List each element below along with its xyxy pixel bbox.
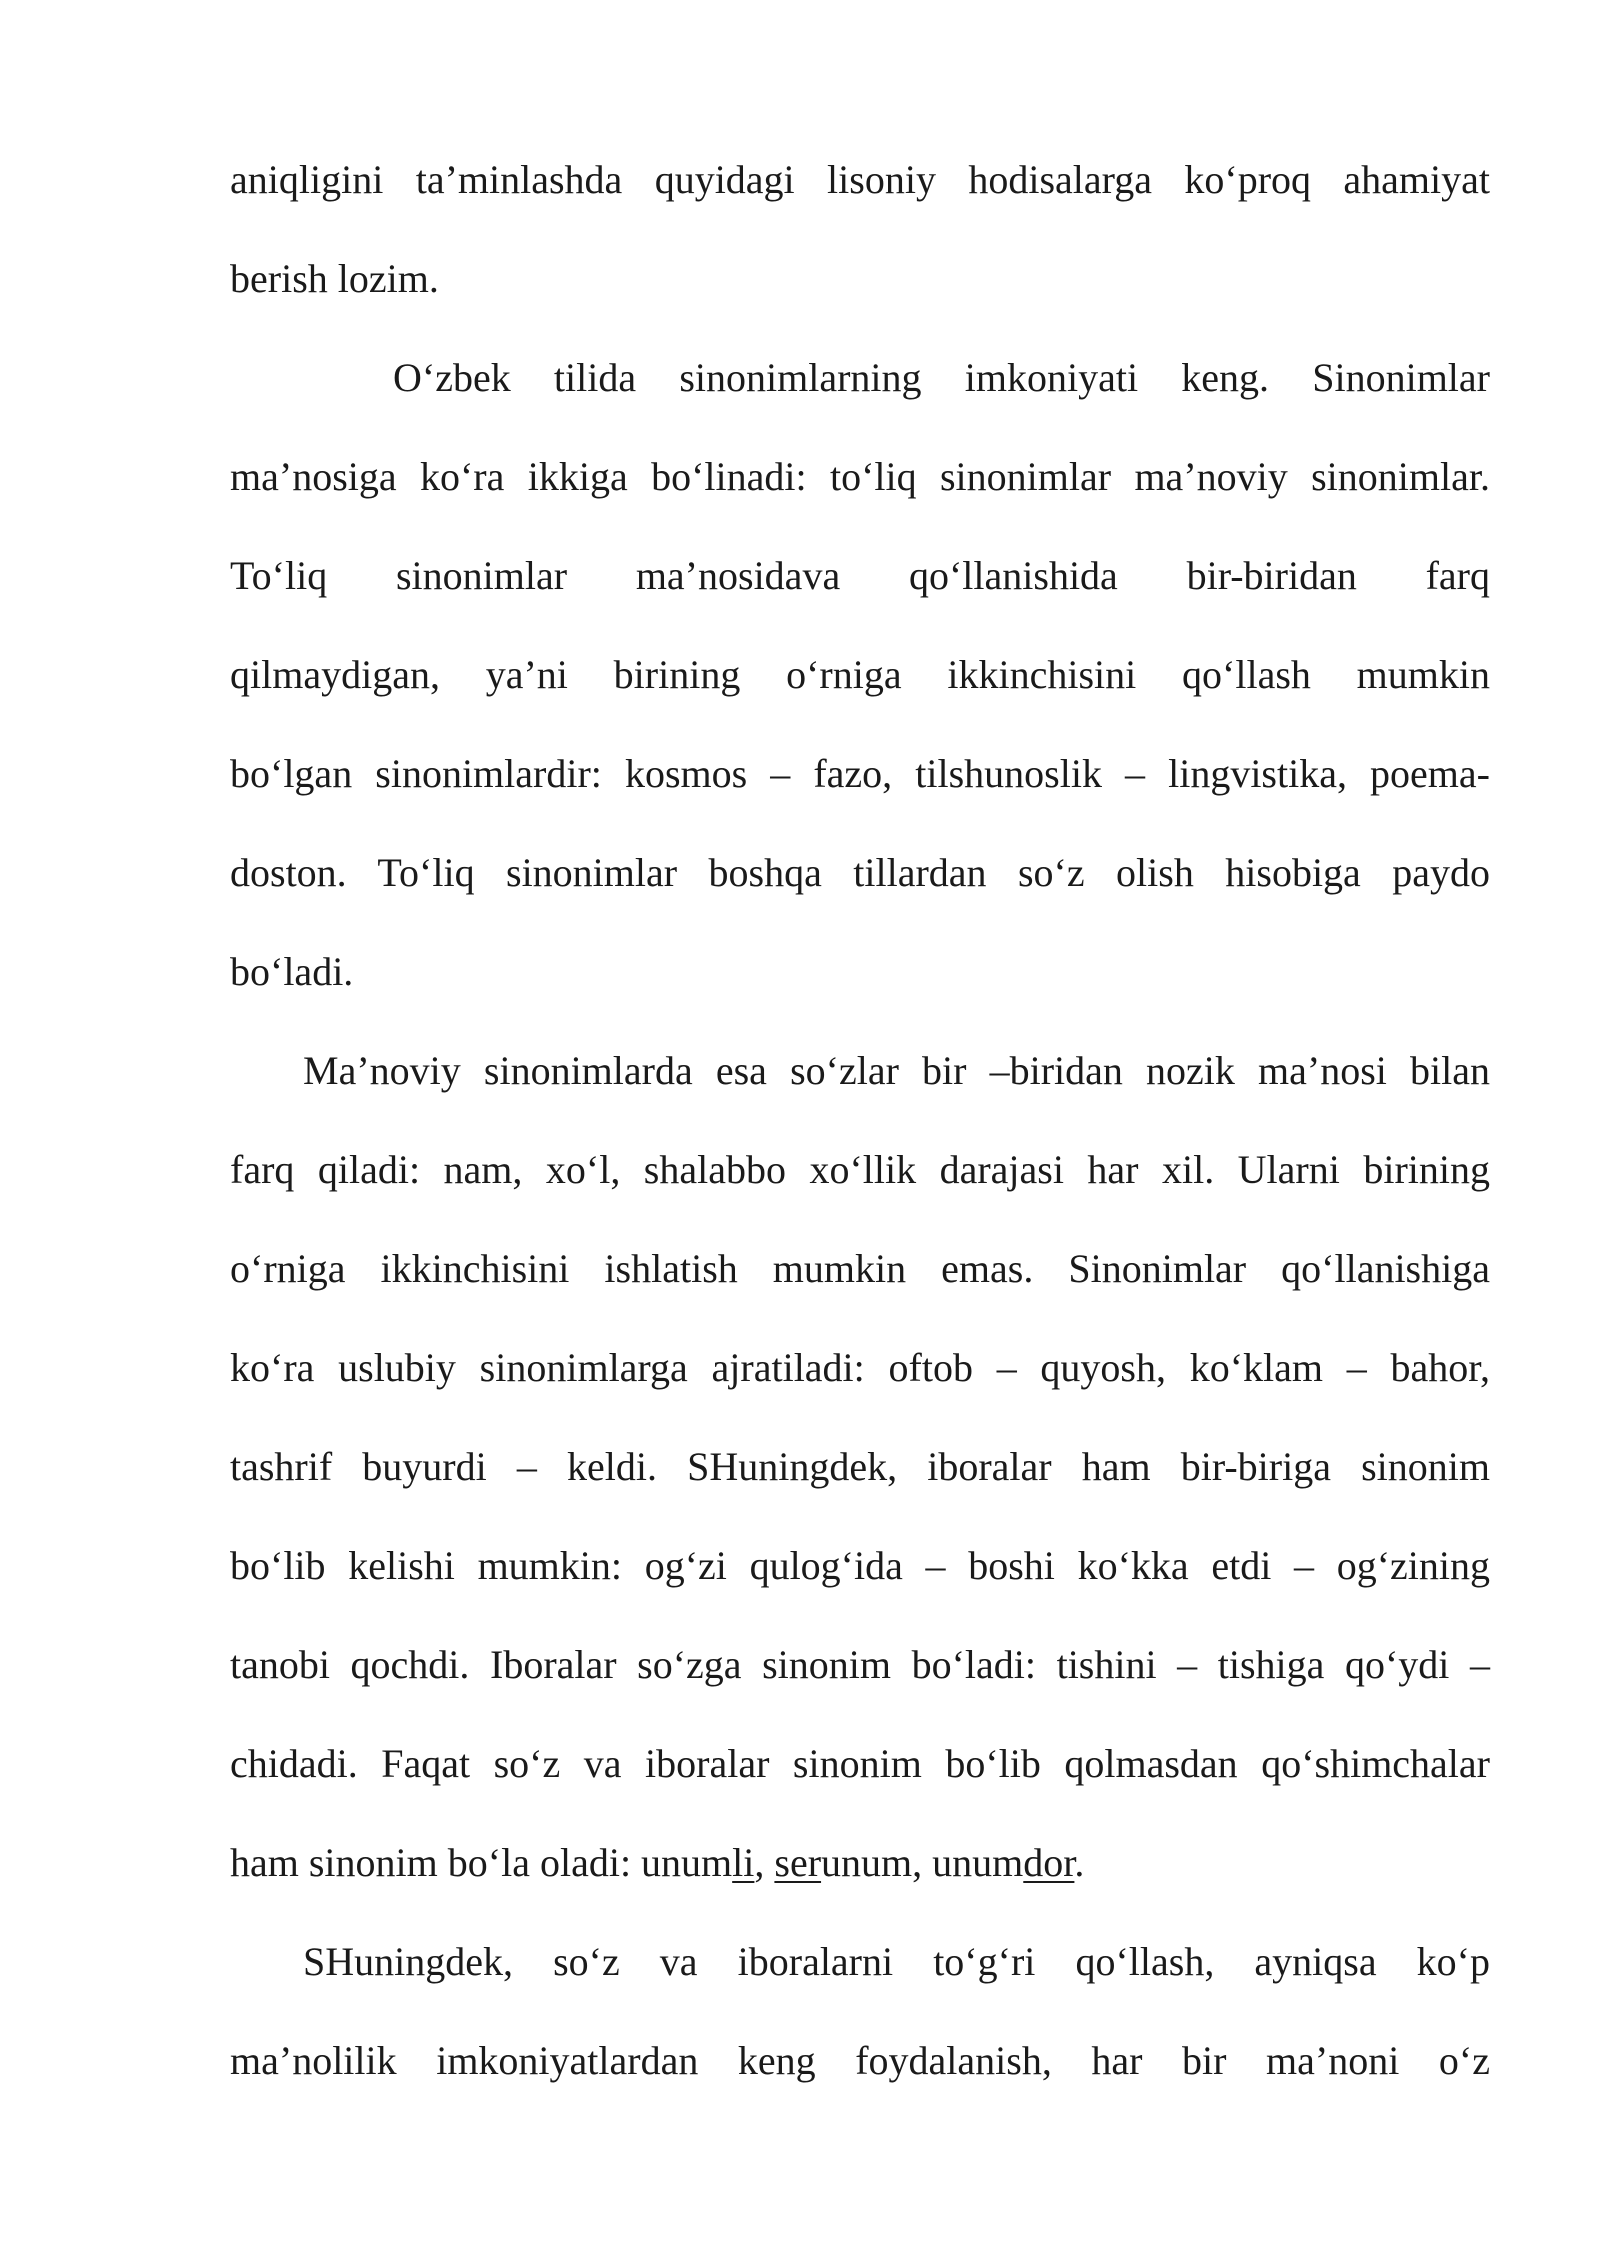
text-line: O‘zbek tilida sinonimlarning imkoniyati keng. Sinonimlar bbox=[393, 355, 1490, 400]
underlined-prefix: ser bbox=[774, 1840, 822, 1885]
body-text bbox=[230, 150, 1490, 2130]
text-line: bo‘lib kelishi mumkin: og‘zi qulog‘ida – boshi ko‘kka etdi – og‘zining bbox=[230, 1543, 1490, 1588]
text-line: To‘liq sinonimlar ma’nosidava qo‘llanishida bir-biridan farq bbox=[230, 553, 1490, 598]
text-line: ma’nosiga ko‘ra ikkiga bo‘linadi: to‘liq sinonimlar ma’noviy sinonimlar. bbox=[230, 454, 1490, 499]
text-line: doston. To‘liq sinonimlar boshqa tillardan so‘z olish hisobiga paydo bbox=[230, 850, 1490, 895]
text-line: ma’nolilik imkoniyatlardan keng foydalanish, har bir ma’noni o‘z bbox=[230, 2038, 1490, 2083]
text-line: chidadi. Faqat so‘z va iboralar sinonim bo‘lib qolmasdan qo‘shimchalar bbox=[230, 1741, 1490, 1786]
text-line: berish lozim. bbox=[230, 256, 439, 301]
text-line: qilmaydigan, ya’ni birining o‘rniga ikkinchisini qo‘llash mumkin bbox=[230, 652, 1490, 697]
text-line bbox=[230, 1833, 1490, 1932]
text-line: o‘rniga ikkinchisini ishlatish mumkin emas. Sinonimlar qo‘llanishiga bbox=[230, 1246, 1490, 1291]
underlined-suffix: dor bbox=[1023, 1840, 1075, 1885]
text-segment: . bbox=[1074, 1840, 1085, 1885]
text-line: tashrif buyurdi – keldi. SHuningdek, iboralar ham bir-biriga sinonim bbox=[230, 1444, 1490, 1489]
text-segment: unum, unum bbox=[821, 1840, 1024, 1885]
text-line: Ma’noviy sinonimlarda esa so‘zlar bir –biridan nozik ma’nosi bilan bbox=[303, 1048, 1490, 1093]
text-line: ko‘ra uslubiy sinonimlarga ajratiladi: oftob – quyosh, ko‘klam – bahor, bbox=[230, 1345, 1490, 1390]
text-line: bo‘lgan sinonimlardir: kosmos – fazo, tilshunoslik – lingvistika, poema- bbox=[230, 751, 1490, 796]
text-line: bo‘ladi. bbox=[230, 949, 354, 994]
text-segment: , bbox=[754, 1840, 775, 1885]
underlined-suffix: li bbox=[732, 1840, 755, 1885]
text-line: aniqligini ta’minlashda quyidagi lisoniy hodisalarga ko‘proq ahamiyat bbox=[230, 157, 1490, 202]
text-line: tanobi qochdi. Iboralar so‘zga sinonim bo‘ladi: tishini – tishiga qo‘ydi – bbox=[230, 1642, 1490, 1687]
text-line: SHuningdek, so‘z va iboralarni to‘g‘ri qo‘llash, ayniqsa ko‘p bbox=[303, 1939, 1490, 1984]
text-line: farq qiladi: nam, xo‘l, shalabbo xo‘llik darajasi har xil. Ularni birining bbox=[230, 1147, 1490, 1192]
text-segment: ham sinonim bo‘la oladi: unum bbox=[230, 1840, 733, 1885]
